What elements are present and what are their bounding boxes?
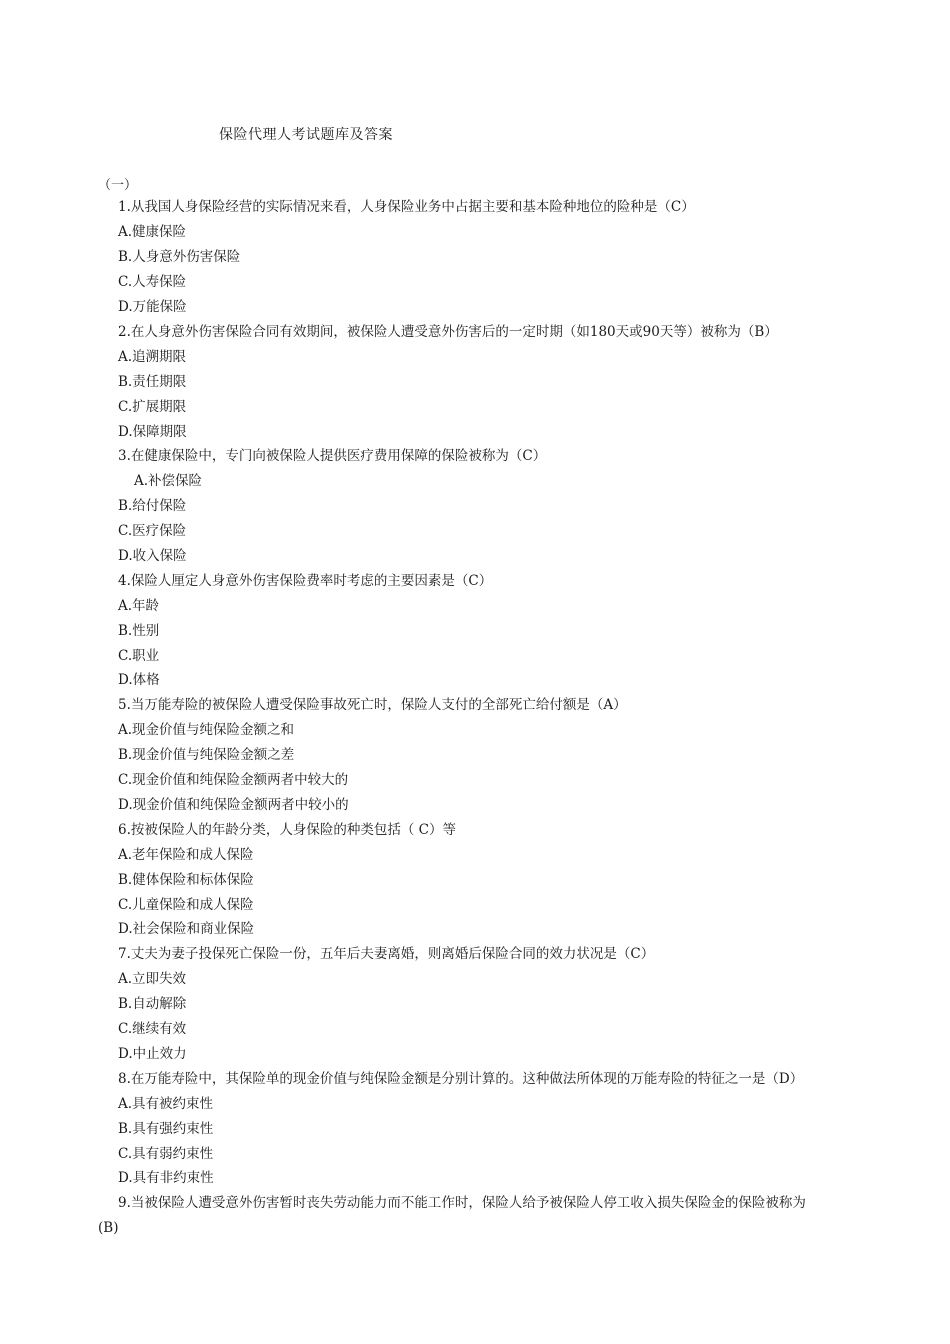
option-line: A.健康保险: [118, 224, 187, 240]
option-line: B.具有强约束性: [118, 1121, 214, 1137]
option-line: D.体格: [118, 672, 160, 688]
option-line: C.医疗保险: [118, 523, 187, 539]
option-line: C.儿童保险和成人保险: [118, 897, 254, 913]
option-line: A.现金价值与纯保险金额之和: [118, 722, 295, 738]
question-5: 5.当万能寿险的被保险人遭受保险事故死亡时，保险人支付的全部死亡给付额是（A）: [118, 697, 627, 713]
document-title: 保险代理人考试题库及答案: [219, 127, 393, 143]
question-7: 7.丈夫为妻子投保死亡保险一份，五年后夫妻离婚，则离婚后保险合同的效力状况是（C）: [118, 946, 655, 962]
option-line: B.自动解除: [118, 996, 187, 1012]
option-line: A.立即失效: [118, 971, 187, 987]
question-6: 6.按被保险人的年龄分类，人身保险的种类包括（ C）等: [118, 822, 457, 838]
option-line: C.现金价值和纯保险金额两者中较大的: [118, 772, 349, 788]
question-9: 9.当被保险人遭受意外伤害暂时丧失劳动能力而不能工作时，保险人给予被保险人停工收入损失保险金的保险被称为: [118, 1195, 806, 1211]
option-line: C.具有弱约束性: [118, 1146, 214, 1162]
option-line: A.年龄: [118, 598, 160, 614]
answer-continuation: (B): [98, 1220, 119, 1236]
option-line: D.万能保险: [118, 299, 187, 315]
option-line: D.中止效力: [118, 1046, 187, 1062]
question-1: 1.从我国人身保险经营的实际情况来看，人身保险业务中占据主要和基本险种地位的险种是（C）: [118, 199, 695, 215]
option-line: D.社会保险和商业保险: [118, 921, 255, 937]
option-line: C.扩展期限: [118, 399, 187, 415]
option-line: B.责任期限: [118, 374, 187, 390]
question-2: 2.在人身意外伤害保险合同有效期间，被保险人遭受意外伤害后的一定时期（如180天或90天等）被称为（B）: [118, 324, 778, 340]
option-line: B.性别: [118, 623, 160, 639]
question-4: 4.保险人厘定人身意外伤害保险费率时考虑的主要因素是（C）: [118, 573, 493, 589]
option-line: A.老年保险和成人保险: [118, 847, 254, 863]
option-line: D.现金价值和纯保险金额两者中较小的: [118, 797, 349, 813]
option-line: A.具有被约束性: [118, 1096, 214, 1112]
option-line: A.补偿保险: [134, 473, 203, 489]
option-line: D.收入保险: [118, 548, 187, 564]
option-line: D.保障期限: [118, 424, 187, 440]
option-line: C.继续有效: [118, 1021, 187, 1037]
question-8: 8.在万能寿险中，其保险单的现金价值与纯保险金额是分别计算的。这种做法所体现的万能寿险的特征之一是（D）: [118, 1071, 804, 1087]
option-line: D.具有非约束性: [118, 1170, 214, 1186]
option-line: B.人身意外伤害保险: [118, 249, 241, 265]
option-line: A.追溯期限: [118, 349, 187, 365]
question-3: 3.在健康保险中，专门向被保险人提供医疗费用保障的保险被称为（C）: [118, 448, 547, 464]
option-line: C.职业: [118, 648, 160, 664]
option-line: B.给付保险: [118, 498, 187, 514]
section-heading: （一）: [98, 178, 138, 193]
option-line: B.现金价值与纯保险金额之差: [118, 747, 295, 763]
option-line: B.健体保险和标体保险: [118, 872, 254, 888]
option-line: C.人寿保险: [118, 274, 187, 290]
